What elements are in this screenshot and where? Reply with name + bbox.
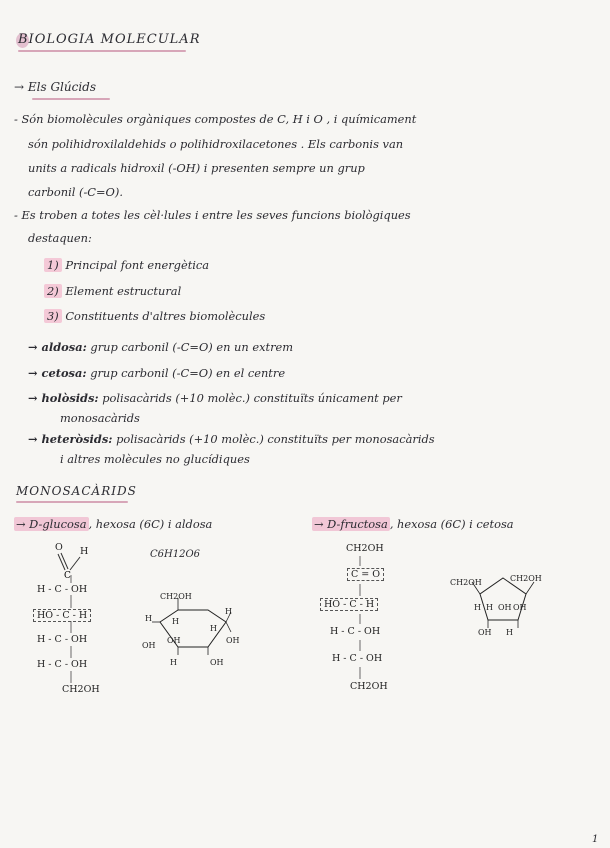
section-heading-monosacarids: MONOSACÀRIDS [16,484,137,498]
glucose-chain-row: H - C - OH [37,584,88,595]
ring-label: OH [513,603,527,612]
section-heading-glucids: → Els Glúcids [14,80,96,94]
function-item [44,284,181,298]
paragraph-line: - Es troben a totes les cèl·lules i entre les seves funcions biològiques [14,208,411,222]
ring-label: CH2OH [160,592,192,601]
fructose-heading [312,517,514,531]
paragraph-line: carbonil (-C=O). [28,185,123,199]
ring-label: H [210,624,217,633]
definition-text: polisacàrids (+10 molèc.) constituïts únicament per [102,391,402,405]
definition-term: → heteròsids: [28,432,113,446]
glucose-formula: C6H12O6 [150,549,201,560]
ring-label: H [225,607,232,616]
definition-text: grup carbonil (-C=O) en el centre [90,366,286,380]
ring-label: OH [226,636,240,645]
svg-text:C: C [64,571,71,581]
function-text: Element estructural [65,284,182,298]
fructose-chain-row: C = O [347,569,384,580]
glucose-chain-row: CH2OH [62,684,100,695]
function-text: Principal font energètica [65,258,210,272]
function-item [44,309,265,323]
fructose-chain-row: HO - C - H [320,599,378,610]
definition-term: → cetosa: [28,366,87,380]
ring-label: H [170,658,177,667]
function-number: 2) [44,284,62,298]
ring-label: H [506,628,513,637]
paragraph-line: units a radicals hidroxil (-OH) i presenten sempre un grup [28,161,365,175]
function-item [44,258,209,272]
glucose-aldehyde-h: H [80,546,89,557]
ring-label: H [474,603,481,612]
definition-continuation: i altres molècules no glucídiques [60,452,250,466]
paragraph-line: - Són biomolècules orgàniques compostes de C, H i O , i químicament [14,112,417,126]
glucose-chain-row: H - C - OH [37,659,88,670]
ring-label: CH2OH [510,574,542,583]
definition-item [28,391,402,405]
glucose-name: → D-glucosa [16,517,87,531]
function-number: 1) [44,258,62,272]
fructose-backbone-bonds [356,556,366,686]
ring-label: OH [167,636,181,645]
section-underline [16,501,128,503]
fructose-chain-row: H - C - OH [330,626,381,637]
definition-item [28,432,435,446]
function-number: 3) [44,309,62,323]
glucose-backbone-bonds [67,575,77,695]
paragraph-line: són polihidroxilaldehids o polihidroxilacetones . Els carbonis van [28,137,404,151]
page-title: BIOLOGIA MOLECULAR [18,32,201,47]
ring-label: H [486,603,493,612]
fructose-chain-row: H - C - OH [332,653,383,664]
title-underline [18,50,186,52]
definition-text: grup carbonil (-C=O) en un extrem [90,340,294,354]
ring-label: OH [142,641,156,650]
ring-label: H [145,614,152,623]
definition-continuation: monosacàrids [60,411,140,425]
definition-item [28,340,293,354]
page-number: 1 [592,834,599,845]
glucose-chain-row: HO - C - H [33,610,91,621]
fructose-chain-row: CH2OH [346,543,384,554]
section-underline [32,98,110,100]
ring-label: OH [210,658,224,667]
glucose-chain-row: H - C - OH [37,634,88,645]
fructose-chain-row: CH2OH [350,681,388,692]
ring-label: OH [498,603,512,612]
glucose-heading [14,517,212,531]
glucose-description: , hexosa (6C) i aldosa [88,517,213,531]
ring-label: OH [478,628,492,637]
paragraph-line: destaquen: [28,231,92,245]
function-text: Constituents d'altres biomolècules [65,309,266,323]
definition-term: → holòsids: [28,391,99,405]
glucose-ring [138,592,248,672]
ring-label: H [172,617,179,626]
definition-item [28,366,285,380]
ring-label: CH2OH [450,578,482,587]
definition-text: polisacàrids (+10 molèc.) constituïts per monosacàrids [116,432,435,446]
definition-term: → aldosa: [28,340,87,354]
fructose-name: → D-fructosa [314,517,388,531]
glucose-carbonyl-o: O [55,542,63,553]
fructose-description: , hexosa (6C) i cetosa [389,517,514,531]
